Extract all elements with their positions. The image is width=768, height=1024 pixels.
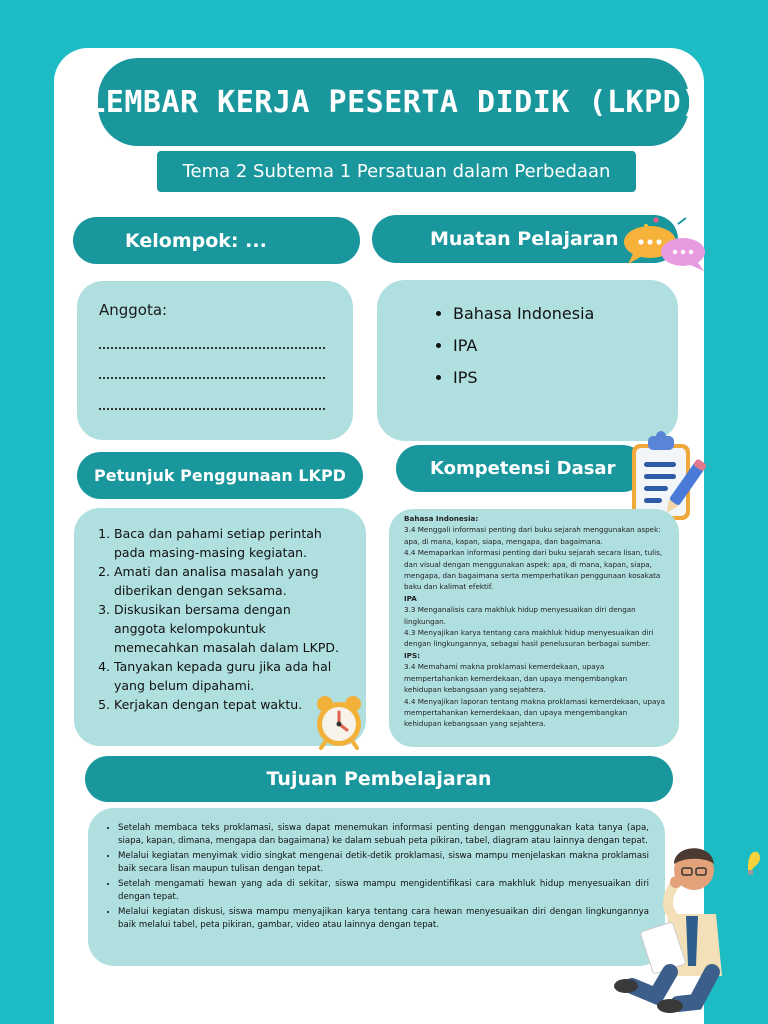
page-subtitle: Tema 2 Subtema 1 Persatuan dalam Perbedaan — [157, 151, 636, 192]
kompetensi-header: Kompetensi Dasar — [396, 445, 646, 492]
anggota-line-3[interactable] — [99, 408, 325, 410]
kd-point: 4.4 Memaparkan informasi penting dari buku sejarah secara lisan, tulis, dan visual dengan menggunakan aspek: apa, di mana, kapan, siapa, mengapa, dan bagaimana serta memperhatikan penggunaan kosakata baku dan kalimat efektif. — [404, 548, 663, 592]
kd-point: 3.4 Memahami makna proklamasi kemerdekaan, upaya mempertahankan kemerdekaan, dan upaya mengembangkan kehidupan kebangsaan yang sejahtera. — [404, 662, 628, 695]
petunjuk-header: Petunjuk Penggunaan LKPD — [77, 452, 363, 499]
anggota-box — [77, 281, 353, 440]
tujuan-item: • Melalui kegiatan menyimak vidio singkat mengenai detik-detik proklamasi, siswa mampu menjelaskan makna proklamasi baik secara lisan maupun tulisan dengan tepat. — [118, 850, 649, 876]
kd-heading-ipa: IPA — [404, 593, 417, 603]
kompetensi-text — [404, 513, 666, 730]
anggota-label: Anggota: — [99, 301, 168, 319]
muatan-item: • IPS — [453, 366, 594, 390]
anggota-line-2[interactable] — [99, 377, 325, 379]
page-title: LEMBAR KERJA PESERTA DIDIK (LKPD) — [98, 58, 689, 146]
petunjuk-item: 1. Baca dan pahami setiap perintah pada masing-masing kegiatan. — [114, 524, 344, 562]
kompetensi-box — [389, 509, 679, 747]
tujuan-header: Tujuan Pembelajaran — [85, 756, 673, 802]
kd-point: 3.3 Menganalisis cara makhluk hidup menyesuaikan diri dengan lingkungan. — [404, 605, 636, 626]
kd-point: 4.3 Menyajikan karya tentang cara makhluk hidup menyesuaikan diri dengan lingkungannya, sebagai hasil penelusuran berbagai sumber. — [404, 628, 654, 649]
chat-bubbles-icon — [616, 214, 708, 276]
petunjuk-item: 5. Kerjakan dengan tepat waktu. — [114, 695, 344, 714]
anggota-line-1[interactable] — [99, 347, 325, 349]
alarm-clock-icon — [311, 694, 367, 750]
kd-heading-ips: IPS: — [404, 650, 420, 660]
muatan-list — [377, 302, 594, 398]
student-illustration-icon — [612, 836, 764, 1020]
tujuan-item: • Setelah membaca teks proklamasi, siswa dapat menemukan informasi penting dengan menggunakan kata tanya (apa, siapa, kapan, dimana, mengapa dan bagaimana) ke dalam sebuah peta pikiran, tabel, diagram atau lainnya dengan tepat. — [118, 822, 649, 848]
kd-point: 4.4 Menyajikan laporan tentang makna proklamasi kemerdekaan, upaya mempertahankan kemerdekaan, dan upaya mengembangkan kehidupan kebangsaan yang sejahtera. — [404, 696, 666, 729]
tujuan-box — [88, 808, 665, 966]
petunjuk-item: 3. Diskusikan bersama dengan anggota kelompokuntuk memecahkan masalah dalam LKPD. — [114, 600, 344, 657]
petunjuk-item: 2. Amati dan analisa masalah yang diberikan dengan seksama. — [114, 562, 344, 600]
tujuan-list — [88, 822, 665, 934]
muatan-header: Muatan Pelajaran — [372, 215, 678, 263]
muatan-item: • Bahasa Indonesia — [453, 302, 594, 326]
kelompok-header: Kelompok: ... — [73, 217, 360, 264]
petunjuk-list — [74, 524, 366, 714]
tujuan-item: • Melalui kegiatan diskusi, siswa mampu menyajikan karya tentang cara hewan menyesuaikan diri dengan lingkungannya baik melalui tabel, peta pikiran, gambar, video atau lainnya dengan tepat. — [118, 906, 649, 932]
kd-heading-bahasa: Bahasa Indonesia: — [404, 514, 479, 523]
muatan-item: • IPA — [453, 334, 594, 358]
muatan-box — [377, 280, 678, 441]
petunjuk-item: 4. Tanyakan kepada guru jika ada hal yang belum dipahami. — [114, 657, 344, 695]
tujuan-item: • Setelah mengamati hewan yang ada di sekitar, siswa mampu mengidentifikasi cara makhluk hidup menyesuaikan diri dengan tepat. — [118, 878, 649, 904]
kd-point: 3.4 Menggali informasi penting dari buku sejarah menggunakan aspek: apa, di mana, kapan, siapa, mengapa, dan bagaimana. — [404, 525, 661, 546]
